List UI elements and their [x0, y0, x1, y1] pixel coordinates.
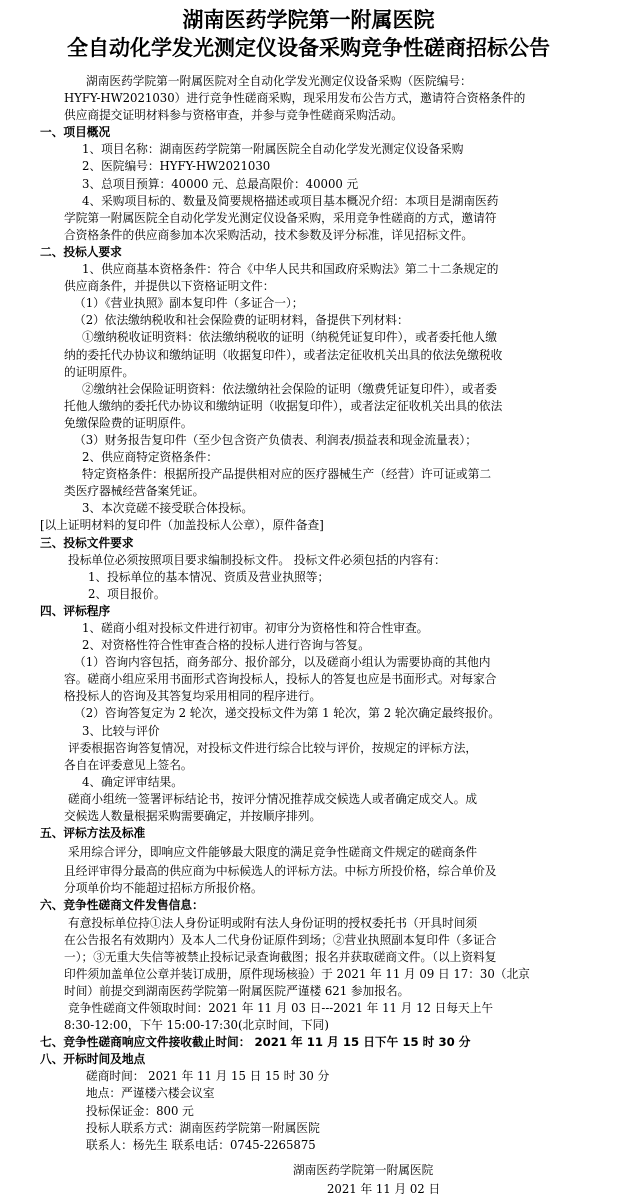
body-line: 投标单位必须按照项目要求编制投标文件。 投标文件必须包括的内容有： — [68, 552, 446, 567]
body-line: ②缴纳社会保险证明资料：依法缴纳社会保险的证明（缴费凭证复印件），或者委 — [82, 381, 497, 396]
section-heading: 八、开标时间及地点 — [40, 1052, 146, 1067]
body-line: 2、供应商特定资格条件： — [82, 450, 218, 465]
body-line: 采用综合评分，即响应文件能够最大限度的满足竞争性磋商文件规定的磋商条件 — [68, 845, 478, 860]
body-line: 学院第一附属医院全自动化学发光测定仪设备采购，采用竞争性磋商的方式，邀请符 — [64, 210, 497, 225]
body-line: 3、总项目预算：40000 元、总最高限价：40000 元 — [82, 176, 359, 191]
body-line: 的证明原件。 — [64, 364, 135, 379]
body-line: （3）财务报告复印件（至少包含资产负债表、利润表/损益表和现金流量表）； — [74, 432, 477, 447]
body-line: 4、确定评审结果。 — [82, 774, 183, 789]
section-heading: 二、投标人要求 — [40, 244, 122, 259]
body-line: [以上证明材料的复印件（加盖投标人公章），原件备查] — [40, 518, 324, 533]
body-line: 印件须加盖单位公章并装订成册，原件现场核验）于 2021 年 11 月 09 日 17：30（北京 — [64, 966, 530, 981]
body-line: 磋商时间： 2021 年 11 月 15 日 15 时 30 分 — [86, 1069, 330, 1084]
body-line: 格投标人的咨询及其答复均采用相同的程序进行。 — [64, 689, 322, 704]
notice-title-line1: 湖南医药学院第一附属医院 — [182, 8, 435, 32]
body-line: 纳的委托代办协议和缴纳证明（收据复印件），或者法定征收机关出具的依法免缴税收 — [64, 347, 503, 362]
body-line: 3、比较与评价 — [82, 723, 160, 738]
body-line: 托他人缴纳的委托代办协议和缴纳证明（收据复印件），或者法定征收机关出具的依法 — [64, 398, 503, 413]
body-line: 一）；③无重大失信等被禁止投标记录查询截图；报名并获取磋商文件。（以上资料复 — [64, 949, 497, 964]
body-line: 地点：严谨楼六楼会议室 — [86, 1086, 215, 1101]
body-line: 1、磋商小组对投标文件进行初审。初审分为资格性和符合性审查。 — [82, 621, 429, 635]
body-line: ①缴纳税收证明资料：依法缴纳税收的证明（纳税凭证复印件），或者委托他人缴 — [82, 330, 497, 345]
body-line: 且经评审得分最高的供应商为中标候选人的评标方法。中标方所投价格，综合单价及 — [64, 864, 497, 879]
body-line: （1）《营业执照》副本复印件（多证合一）； — [74, 296, 304, 311]
body-line: 有意投标单位持①法人身份证明或附有法人身份证明的授权委托书（开具时间须 — [68, 915, 478, 930]
section-heading: 五、评标方法及标准 — [40, 826, 146, 841]
body-line: 2、项目报价。 — [88, 586, 166, 601]
body-line: 3、本次竞磋不接受联合体投标。 — [82, 501, 254, 516]
body-line: 2、医院编号：HYFY-HW2021030 — [82, 159, 271, 174]
body-line: 联系人：杨先生 联系电话：0745-2265875 — [86, 1137, 316, 1152]
body-line: 竞争性磋商文件领取时间：2021 年 11 月 03 日---2021 年 11 月 12 日每天上午 — [68, 1000, 494, 1015]
body-line: 分项单价均不能超过招标方所报价格。 — [64, 881, 263, 896]
section-heading: 六、竞争性磋商文件发售信息： — [40, 898, 204, 913]
body-line: 投标人联系方式：湖南医药学院第一附属医院 — [86, 1120, 320, 1135]
body-line: 1、项目名称：湖南医药学院第一附属医院全自动化学发光测定仪设备采购 — [82, 142, 464, 157]
body-line: HYFY-HW2021030）进行竞争性磋商采购，现采用发布公告方式，邀请符合资格条件的 — [64, 91, 526, 106]
body-line: 湖南医药学院第一附属医院对全自动化学发光测定仪设备采购（医院编号： — [86, 74, 472, 88]
body-line: 交候选人数量根据采购需要确定，并按顺序排列。 — [64, 809, 322, 824]
body-line: （1）咨询内容包括，商务部分、报价部分，以及磋商小组认为需要协商的其他内 — [74, 655, 491, 670]
body-line: 磋商小组统一签署评标结论书，按评分情况推荐成交候选人或者确定成交人。成 — [68, 791, 478, 806]
section-heading: 一、项目概况 — [40, 125, 111, 140]
body-line: 投标保证金：800 元 — [86, 1103, 194, 1118]
body-line: 4、采购项目标的、数量及简要规格描述或项目基本概况介绍：本项目是湖南医药 — [82, 193, 499, 208]
body-line: 合资格条件的供应商参加本次采购活动，技术参数及评分标准，详见招标文件。 — [64, 227, 474, 242]
body-line: 特定资格条件：根据所投产品提供相对应的医疗器械生产（经营）许可证或第二 — [82, 467, 492, 482]
body-line: 各自在评委意见上签名。 — [64, 757, 193, 772]
body-line: 类医疗器械经营备案凭证。 — [64, 484, 205, 499]
body-line: 免缴保险费的证明原件。 — [64, 415, 193, 430]
body-line: 2、对资格性符合性审查合格的投标人进行咨询与答复。 — [82, 638, 370, 653]
body-line: 1、投标单位的基本情况、资质及营业执照等； — [88, 569, 330, 584]
section-heading: 四、评标程序 — [40, 603, 111, 618]
section-heading: 三、投标文件要求 — [40, 535, 134, 550]
body-line: 评委根据咨询答复情况，对投标文件进行综合比较与评价，按规定的评标方法， — [68, 740, 478, 755]
signature-date: 2021 年 11 月 02 日 — [327, 1182, 441, 1196]
body-line: 供应商条件，并提供以下资格证明文件： — [64, 279, 275, 294]
body-line: （2）咨询答复定为 2 轮次，递交投标文件为第 1 轮次，第 2 轮次确定最终报价。 — [74, 706, 501, 721]
body-line: （2）依法缴纳税收和社会保险费的证明材料，备提供下列材料： — [74, 313, 409, 328]
body-line: 8:30-12:00，下午 15:00-17:30(北京时间，下同) — [64, 1018, 329, 1033]
body-line: 容。磋商小组应采用书面形式咨询投标人，投标人的答复也应是书面形式。对每家合 — [64, 672, 497, 687]
notice-body — [40, 73, 609, 1154]
body-line: 在公告报名有效期内）及本人二代身份证原件到场；②营业执照副本复印件（多证合 — [64, 932, 497, 947]
body-line: 供应商提交证明材料参与资格审查，并参与竞争性磋商采购活动。 — [64, 108, 403, 123]
notice-title-line2: 全自动化学发光测定仪设备采购竞争性磋商招标公告 — [67, 36, 550, 60]
body-line: 1、供应商基本资格条件：符合《中华人民共和国政府采购法》第二十二条规定的 — [82, 262, 499, 277]
signature-org: 湖南医药学院第一附属医院 — [293, 1163, 434, 1177]
section-heading: 七、竞争性磋商响应文件接收截止时间： 2021 年 11 月 15 日下午 15 时 30 分 — [40, 1035, 471, 1050]
body-line: 时间）前提交到湖南医药学院第一附属医院严谨楼 621 参加报名。 — [64, 983, 410, 998]
